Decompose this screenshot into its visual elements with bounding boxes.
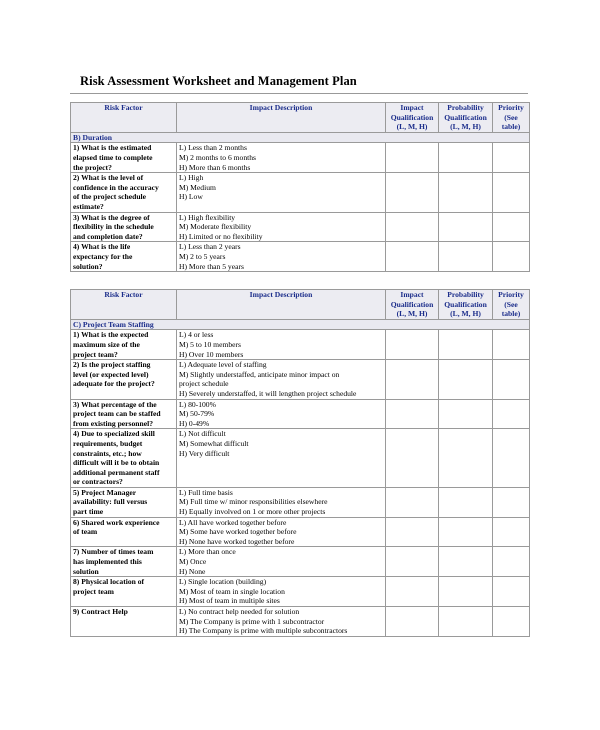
impact-description-cell (177, 429, 386, 488)
header-priority-line: table) (501, 122, 521, 132)
header-priority-line: table) (501, 309, 521, 319)
impact-option: L) All have worked together before (179, 517, 287, 527)
header-probability-qualification-line: Probability (447, 103, 484, 112)
section-title: C) Project Team Staffing (71, 319, 530, 330)
risk-factor-line: from existing personnel? (73, 418, 154, 428)
table-row (71, 429, 530, 488)
impact-option: L) No contract help needed for solution (179, 607, 300, 616)
impact-option: M) 5 to 10 members (179, 339, 242, 349)
impact-qualification-cell (386, 143, 439, 173)
header-priority (493, 103, 530, 133)
table-row (71, 212, 530, 242)
table-row (71, 330, 530, 360)
impact-option: H) None (179, 566, 206, 576)
impact-qualification-cell (386, 429, 439, 488)
impact-option: L) More than once (179, 547, 236, 557)
risk-factor-line: estimate? (73, 201, 104, 211)
priority-cell (493, 212, 530, 242)
probability-qualification-cell (439, 143, 493, 173)
header-impact-description: Impact Description (177, 103, 386, 133)
impact-qualification-cell (386, 487, 439, 517)
impact-description-cell (177, 212, 386, 242)
header-probability-qualification (439, 290, 493, 320)
impact-description-cell (177, 242, 386, 272)
header-impact-qualification-line: Qualification (390, 299, 434, 309)
probability-qualification-cell (439, 212, 493, 242)
priority-cell (493, 517, 530, 547)
priority-cell (493, 143, 530, 173)
header-probability-qualification-line: Qualification (444, 112, 487, 122)
impact-option: M) 2 to 5 years (179, 251, 226, 261)
risk-factor-line: solution (73, 566, 99, 576)
header-risk-factor: Risk Factor (71, 103, 177, 133)
impact-option: L) Adequate level of staffing (179, 360, 267, 370)
risk-factor-cell (71, 517, 177, 547)
priority-cell (493, 360, 530, 399)
impact-qualification-cell (386, 360, 439, 399)
impact-option: project schedule (179, 379, 229, 389)
risk-factor-cell (71, 360, 177, 399)
impact-option: H) Most of team in multiple sites (179, 596, 280, 606)
risk-factor-line: expectancy for the (73, 251, 133, 261)
impact-qualification-cell (386, 607, 439, 637)
impact-option: H) Very difficult (179, 448, 230, 458)
impact-option: L) Less than 2 years (179, 242, 241, 252)
impact-option: M) Full time w/ minor responsibilities elsewhere (179, 497, 328, 507)
table-row (71, 517, 530, 547)
risk-factor-line: or contractors? (73, 477, 123, 487)
risk-factor-line: 3) What percentage of the (73, 399, 157, 409)
impact-option: H) Limited or no flexibility (179, 231, 263, 241)
section-row (71, 319, 530, 330)
impact-option: L) Full time basis (179, 487, 233, 497)
risk-factor-line: of the project schedule (73, 192, 147, 202)
impact-description-cell (177, 330, 386, 360)
header-priority-line: (See (504, 112, 518, 122)
impact-description-cell (177, 577, 386, 607)
probability-qualification-cell (439, 173, 493, 212)
impact-option: M) Medium (179, 182, 216, 192)
impact-option: L) High flexibility (179, 212, 236, 222)
priority-cell (493, 487, 530, 517)
header-probability-qualification (439, 103, 493, 133)
risk-factor-cell (71, 429, 177, 488)
risk-factor-line: project team? (73, 349, 118, 359)
probability-qualification-cell (439, 330, 493, 360)
risk-factor-cell (71, 330, 177, 360)
impact-option: L) Less than 2 months (179, 143, 247, 153)
header-priority-line: Priority (498, 290, 524, 299)
risk-factor-line: of team (73, 527, 98, 537)
probability-qualification-cell (439, 360, 493, 399)
impact-option: M) Moderate flexibility (179, 222, 252, 232)
risk-factor-line: the project? (73, 162, 112, 172)
risk-factor-line: elapsed time to complete (73, 152, 153, 162)
priority-cell (493, 330, 530, 360)
risk-table-team-staffing (70, 289, 530, 637)
probability-qualification-cell (439, 517, 493, 547)
impact-description-cell (177, 487, 386, 517)
priority-cell (493, 399, 530, 429)
risk-factor-cell (71, 399, 177, 429)
table-row (71, 399, 530, 429)
risk-factor-line: 6) Shared work experience (73, 517, 160, 527)
impact-qualification-cell (386, 242, 439, 272)
probability-qualification-cell (439, 607, 493, 637)
risk-factor-line: constraints, etc.; how (73, 448, 142, 458)
header-row (71, 290, 530, 320)
table-row (71, 547, 530, 577)
risk-factor-line: level (or expected level) (73, 369, 149, 379)
risk-factor-cell (71, 487, 177, 517)
risk-factor-line: 7) Number of times team (73, 547, 154, 557)
risk-factor-line: difficult will it be to obtain (73, 458, 160, 468)
risk-factor-line: 1) What is the expected (73, 330, 149, 340)
table-row (71, 487, 530, 517)
impact-description-cell (177, 143, 386, 173)
risk-factor-line: 2) What is the level of (73, 173, 144, 183)
impact-option: H) 0-49% (179, 418, 210, 428)
impact-qualification-cell (386, 212, 439, 242)
impact-option: H) Severely understaffed, it will lengthen project schedule (179, 388, 357, 398)
impact-qualification-cell (386, 399, 439, 429)
risk-factor-line: maximum size of the (73, 339, 140, 349)
impact-option: M) The Company is prime with 1 subcontractor (179, 616, 325, 626)
risk-factor-line: additional permanent staff (73, 467, 160, 477)
header-impact-description: Impact Description (177, 290, 386, 320)
priority-cell (493, 173, 530, 212)
risk-factor-cell (71, 212, 177, 242)
header-impact-qualification (386, 290, 439, 320)
header-probability-qualification-line: Qualification (444, 299, 487, 309)
impact-option: M) Some have worked together before (179, 527, 297, 537)
impact-description-cell (177, 399, 386, 429)
risk-factor-cell (71, 173, 177, 212)
table-row (71, 173, 530, 212)
risk-factor-line: requirements, budget (73, 438, 143, 448)
table-row (71, 577, 530, 607)
risk-factor-cell (71, 577, 177, 607)
impact-option: H) Over 10 members (179, 349, 244, 359)
risk-factor-cell (71, 242, 177, 272)
impact-qualification-cell (386, 330, 439, 360)
impact-option: M) 2 months to 6 months (179, 152, 256, 162)
risk-factor-line: project team can be staffed (73, 409, 161, 419)
impact-description-cell (177, 517, 386, 547)
header-impact-qualification-line: Impact (400, 290, 424, 299)
risk-factor-line: solution? (73, 261, 103, 271)
impact-qualification-cell (386, 577, 439, 607)
risk-factor-line: 4) What is the life (73, 242, 131, 252)
impact-qualification-cell (386, 547, 439, 577)
impact-option: H) None have worked together before (179, 536, 295, 546)
probability-qualification-cell (439, 429, 493, 488)
risk-factor-line: 4) Due to specialized skill (73, 429, 155, 439)
risk-factor-line: flexibility in the schedule (73, 222, 154, 232)
risk-factor-line: confidence in the accuracy (73, 182, 159, 192)
impact-option: H) Equally involved on 1 or more other projects (179, 507, 326, 517)
risk-factor-cell (71, 547, 177, 577)
priority-cell (493, 242, 530, 272)
impact-option: M) 50-79% (179, 409, 215, 419)
header-impact-qualification-line: Impact (400, 103, 424, 112)
header-risk-factor: Risk Factor (71, 290, 177, 320)
impact-option: H) Low (179, 192, 203, 202)
priority-cell (493, 547, 530, 577)
impact-option: L) Not difficult (179, 429, 226, 439)
header-impact-qualification (386, 103, 439, 133)
risk-factor-line: availability: full versus (73, 497, 148, 507)
priority-cell (493, 607, 530, 637)
risk-factor-line: 2) Is the project staffing (73, 360, 151, 370)
impact-option: M) Most of team in single location (179, 586, 285, 596)
probability-qualification-cell (439, 242, 493, 272)
risk-factor-cell (71, 143, 177, 173)
risk-factor-line: 9) Contract Help (73, 607, 128, 616)
section-title: B) Duration (71, 132, 530, 143)
table-row (71, 360, 530, 399)
title-divider (70, 93, 528, 94)
header-probability-qualification-line: Probability (447, 290, 484, 299)
impact-option: L) High (179, 173, 204, 183)
probability-qualification-cell (439, 547, 493, 577)
impact-option: L) Single location (building) (179, 577, 267, 587)
header-impact-qualification-line: (L, M, H) (396, 309, 428, 319)
impact-option: H) More than 5 years (179, 261, 244, 271)
header-row (71, 103, 530, 133)
risk-factor-cell (71, 607, 177, 637)
header-probability-qualification-line: (L, M, H) (450, 122, 481, 132)
risk-factor-line: adequate for the project? (73, 379, 155, 389)
impact-option: L) 4 or less (179, 330, 214, 340)
impact-option: M) Somewhat difficult (179, 438, 249, 448)
risk-factor-line: 1) What is the estimated (73, 143, 152, 153)
header-priority-line: Priority (498, 103, 524, 112)
impact-option: H) The Company is prime with multiple subcontractors (179, 626, 348, 636)
impact-qualification-cell (386, 517, 439, 547)
risk-factor-line: part time (73, 507, 104, 517)
impact-description-cell (177, 547, 386, 577)
table-row (71, 242, 530, 272)
impact-qualification-cell (386, 173, 439, 212)
impact-option: M) Once (179, 557, 207, 567)
header-probability-qualification-line: (L, M, H) (450, 309, 481, 319)
priority-cell (493, 429, 530, 488)
probability-qualification-cell (439, 487, 493, 517)
table-row (71, 143, 530, 173)
impact-description-cell (177, 607, 386, 637)
risk-factor-line: 5) Project Manager (73, 487, 137, 497)
priority-cell (493, 577, 530, 607)
table-row (71, 607, 530, 637)
risk-factor-line: 8) Physical location of (73, 577, 145, 587)
header-priority (493, 290, 530, 320)
section-row (71, 132, 530, 143)
impact-option: M) Slightly understaffed, anticipate minor impact on (179, 369, 340, 379)
impact-option: L) 80-100% (179, 399, 216, 409)
header-impact-qualification-line: (L, M, H) (396, 122, 428, 132)
risk-factor-line: has implemented this (73, 557, 142, 567)
risk-factor-line: and completion date? (73, 231, 143, 241)
page-title: Risk Assessment Worksheet and Management Plan (80, 74, 357, 88)
header-impact-qualification-line: Qualification (390, 112, 434, 122)
risk-factor-line: 3) What is the degree of (73, 212, 150, 222)
risk-table-duration (70, 102, 530, 272)
header-priority-line: (See (504, 299, 518, 309)
impact-description-cell (177, 360, 386, 399)
probability-qualification-cell (439, 577, 493, 607)
risk-factor-line: project team (73, 586, 114, 596)
impact-description-cell (177, 173, 386, 212)
probability-qualification-cell (439, 399, 493, 429)
impact-option: H) More than 6 months (179, 162, 251, 172)
